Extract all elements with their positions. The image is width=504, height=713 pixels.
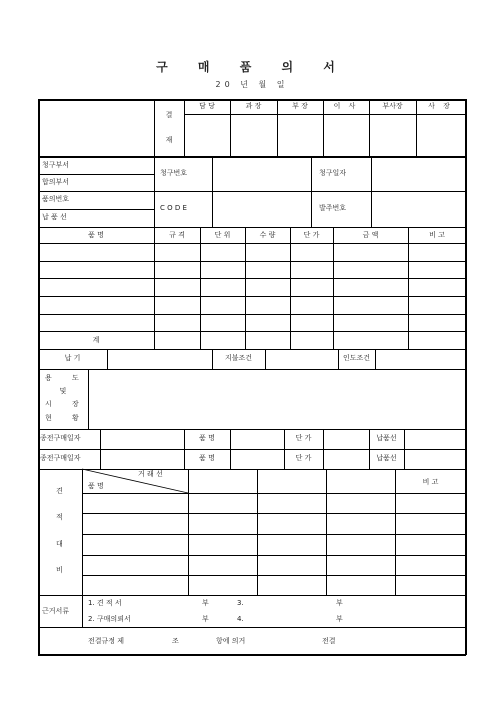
prev-item-1: 품 명 bbox=[199, 434, 215, 442]
approval-col-section-chief: 과 장 bbox=[245, 102, 262, 110]
label-delivery-terms: 인도조건 bbox=[342, 354, 371, 362]
purpose-char-6: 현 bbox=[45, 414, 52, 422]
evidence-unit-4: 부 bbox=[336, 615, 343, 623]
total-label: 계 bbox=[92, 336, 100, 344]
quote-header-diagonal bbox=[38, 99, 466, 655]
label-request-dept: 청구부서 bbox=[42, 161, 70, 169]
approval-col-dept-head: 부 장 bbox=[292, 102, 308, 110]
label-request-no: 청구번호 bbox=[160, 169, 188, 177]
purpose-char-1: 용 bbox=[45, 374, 52, 382]
quote-item-header: 품 명 bbox=[88, 482, 104, 490]
prev-label-1: 종전구매일자 bbox=[40, 434, 81, 442]
purpose-char-5: 장 bbox=[72, 400, 79, 408]
label-consult-no: 품의번호 bbox=[42, 195, 70, 203]
label-coop-dept: 합의부서 bbox=[42, 178, 70, 186]
quote-side-1: 견 bbox=[56, 487, 63, 495]
evidence-unit-3: 부 bbox=[336, 599, 343, 607]
footer-rule: 전결규정 제 bbox=[88, 637, 125, 645]
document-title: 구 매 품 의 서 bbox=[156, 60, 348, 74]
prev-vendor-2: 납품선 bbox=[376, 454, 397, 462]
col-amount: 금 액 bbox=[362, 231, 379, 239]
evidence-label: 근거서류 bbox=[42, 607, 70, 615]
label-delivery-date: 납 기 bbox=[64, 354, 81, 362]
label-delivery-place: 납 품 선 bbox=[42, 213, 67, 221]
label-request-date: 청구일자 bbox=[319, 169, 347, 177]
col-unit: 단 위 bbox=[214, 231, 231, 239]
approval-col-staff: 담 당 bbox=[199, 102, 215, 110]
label-code: C O D E bbox=[160, 204, 187, 212]
col-item-name: 품 명 bbox=[88, 231, 104, 239]
col-remarks: 비 고 bbox=[429, 231, 445, 239]
approval-col-director: 이 사 bbox=[333, 102, 359, 110]
purpose-char-3: 및 bbox=[59, 387, 67, 395]
date-line: 20 년 월 일 bbox=[215, 80, 289, 89]
quote-side-4: 비 bbox=[56, 566, 63, 574]
quote-side-2: 적 bbox=[56, 513, 63, 521]
approval-label-top: 결 bbox=[165, 111, 173, 119]
footer-decision: 전결 bbox=[322, 637, 336, 645]
col-unit-price: 단 가 bbox=[303, 231, 320, 239]
prev-price-1: 단 가 bbox=[295, 434, 312, 442]
purpose-char-4: 시 bbox=[45, 400, 52, 408]
evidence-unit-1: 부 bbox=[202, 599, 209, 607]
approval-col-president: 사 장 bbox=[428, 102, 453, 110]
quote-side-3: 대 bbox=[56, 540, 63, 548]
quote-remarks-header: 비 고 bbox=[422, 478, 439, 486]
purpose-char-2: 도 bbox=[72, 374, 79, 382]
prev-item-2: 품 명 bbox=[199, 454, 215, 462]
purpose-char-7: 황 bbox=[72, 414, 79, 422]
label-order-no: 발주번호 bbox=[319, 204, 347, 212]
prev-label-2: 종전구매일자 bbox=[40, 454, 81, 462]
form-sheet bbox=[38, 99, 466, 655]
evidence-num-4: 4. bbox=[237, 615, 244, 623]
col-quantity: 수 량 bbox=[259, 231, 276, 239]
evidence-doc-1: 1. 견 적 서 bbox=[88, 599, 122, 607]
approval-col-vp: 부사장 bbox=[382, 102, 403, 110]
evidence-doc-2: 2. 구매의뢰서 bbox=[88, 615, 131, 623]
quote-vendor-header: 거 래 선 bbox=[138, 470, 163, 478]
approval-label-bottom: 재 bbox=[165, 136, 173, 144]
label-payment-terms: 지불조건 bbox=[224, 354, 253, 362]
footer-by: 항에 의거 bbox=[216, 637, 246, 645]
evidence-unit-2: 부 bbox=[202, 615, 209, 623]
prev-vendor-1: 납품선 bbox=[376, 434, 397, 442]
prev-price-2: 단 가 bbox=[295, 454, 312, 462]
col-spec: 규 격 bbox=[169, 231, 185, 239]
evidence-num-3: 3. bbox=[237, 599, 244, 607]
footer-article: 조 bbox=[172, 637, 179, 645]
